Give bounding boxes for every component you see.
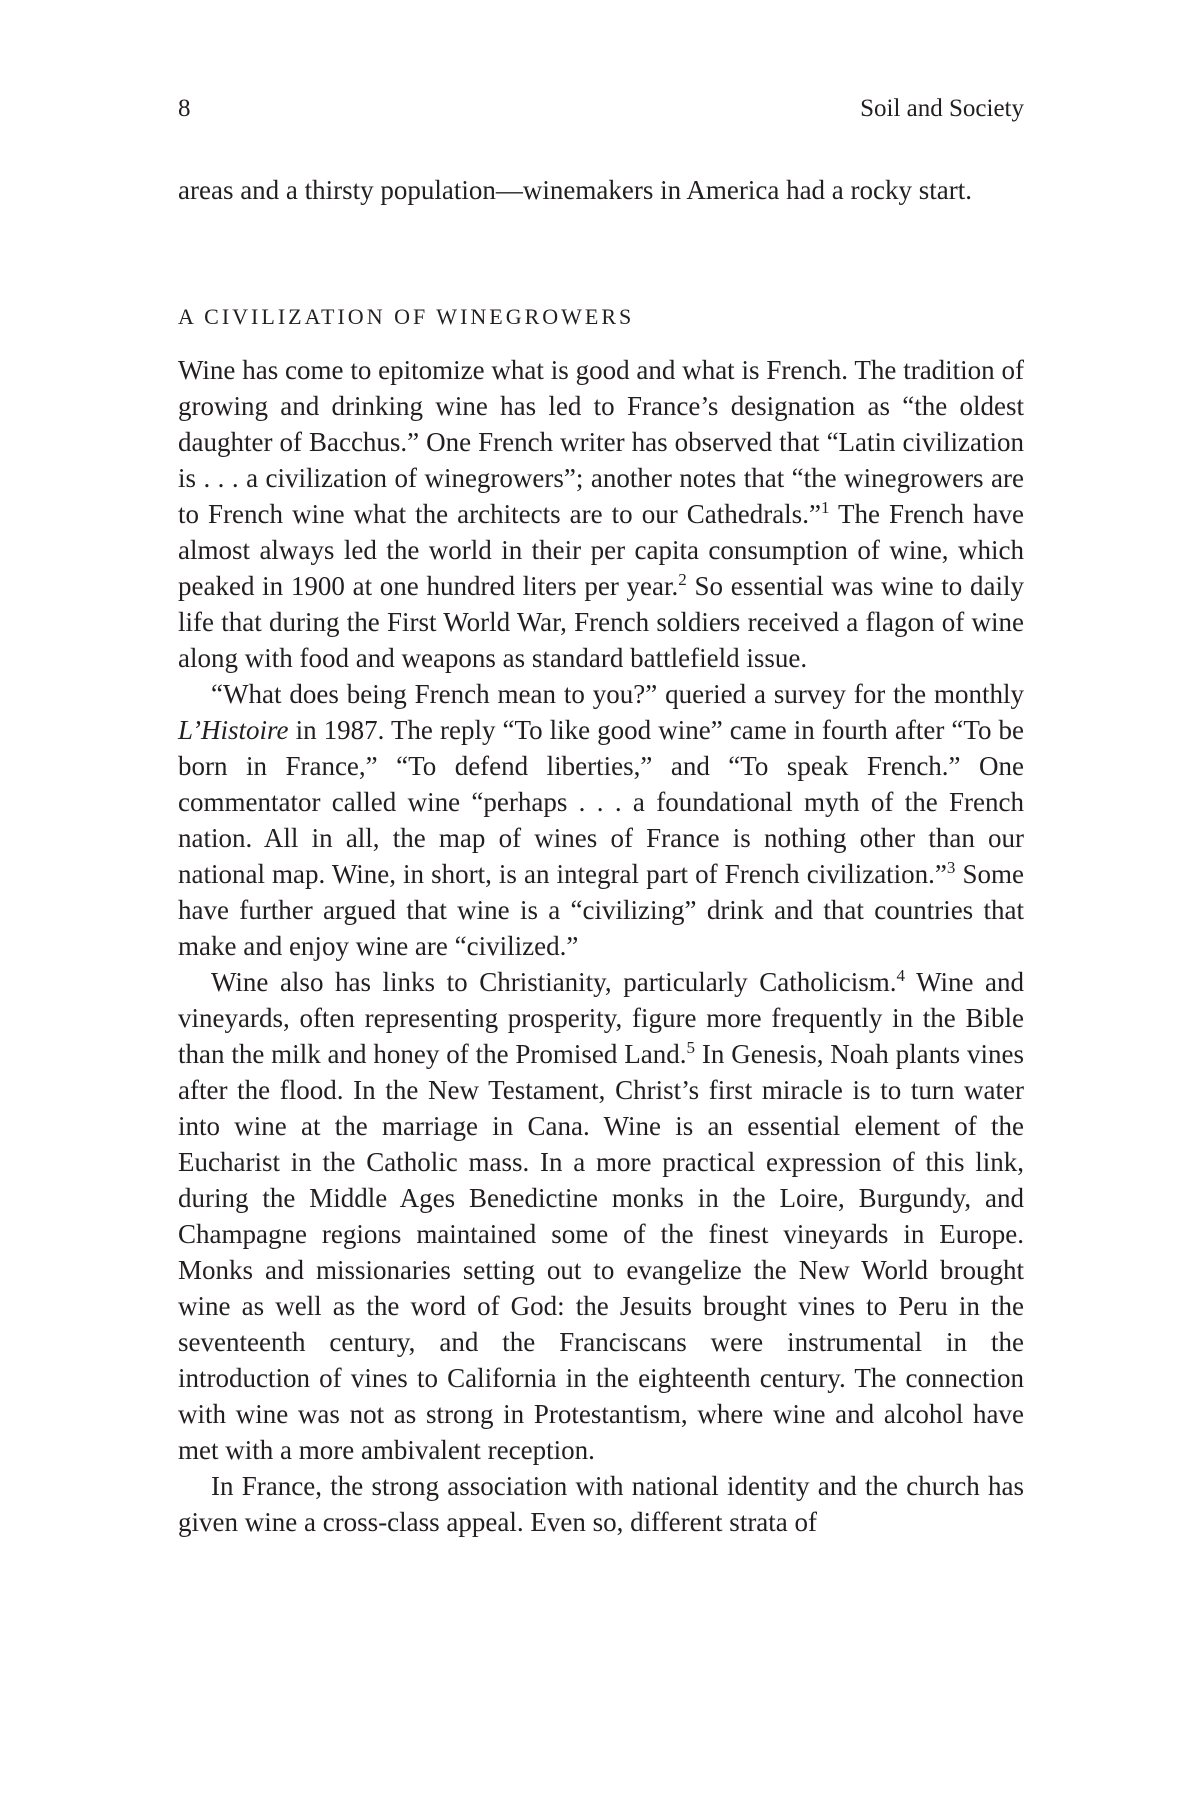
paragraph-text: The French have almost always led the world in their per capita consumption of wine, which peaked in 1900 at one hundred liters per year. bbox=[178, 499, 1025, 601]
paragraph-text: “What does being French mean to you?” queried a survey for the monthly bbox=[211, 679, 1024, 709]
continued-paragraph-block bbox=[178, 172, 1024, 208]
footnote-reference: 5 bbox=[686, 1038, 696, 1057]
paragraph-text: In Genesis, Noah plants vines after the flood. In the New Testament, Christ’s first miracle is to turn water into wine at the marriage in Cana. Wine is an essential element of the Eucharist in the Catholic mass. In a more practical expression of this link, during the Middle Ages Benedictine monks in the Loire, Burgundy, and Champagne regions maintained some of the finest vineyards in Europe. Monks and missionaries setting out to evangelize the New World brought wine as well as the word of God: the Jesuits brought vines to Peru in the seventeenth century, and the Franciscans were instrumental in the introduction of vines to California in the eighteenth century. The connection with wine was not as strong in Protestantism, where wine and alcohol have met with a more ambivalent reception. bbox=[178, 1039, 1024, 1465]
page-number: 8 bbox=[178, 95, 191, 122]
paragraph-text: in 1987. The reply “To like good wine” came in fourth after “To be born in France,” “To defend liberties,” and “To speak French.” One commentator called wine “perhaps . . . a foundational myth of the French nation. All in all, the map of wines of France is nothing other than our national map. Wine, in short, is an integral part of French civilization.” bbox=[178, 715, 1024, 889]
footnote-reference: 3 bbox=[946, 858, 956, 877]
footnote-reference: 2 bbox=[678, 570, 687, 589]
italic-title: L’Histoire bbox=[178, 715, 289, 745]
paragraph-text: So essential was wine to daily life that during the First World War, French soldiers received a flagon of wine along with food and weapons as standard battlefield issue. bbox=[178, 571, 1024, 673]
section-body bbox=[178, 352, 1024, 1540]
footnote-reference: 1 bbox=[820, 498, 830, 517]
paragraph-text: In France, the strong association with national identity and the church has given wine a cross-class appeal. Even so, different strata of bbox=[178, 1471, 1024, 1537]
paragraph-text: Wine has come to epitomize what is good and what is French. The tradition of growing and drinking wine has led to France’s designation as “the oldest daughter of Bacchus.” One French writer has observed that “Latin civilization is . . . a civilization of winegrowers”; another notes that “the winegrowers are to French wine what the architects are to our Cathedrals.” bbox=[178, 355, 1024, 529]
body-paragraph bbox=[178, 1468, 1024, 1540]
paragraph-text: Some have further argued that wine is a “civilizing” drink and that countries that make and enjoy wine are “civilized.” bbox=[178, 859, 1024, 961]
running-head: Soil and Society bbox=[860, 95, 1024, 122]
body-paragraph bbox=[178, 964, 1024, 1468]
body-paragraph bbox=[178, 676, 1024, 964]
page-header bbox=[178, 92, 1024, 126]
paragraph-text: Wine also has links to Christianity, particularly Catholicism. bbox=[211, 967, 897, 997]
section-heading: A CIVILIZATION OF WINEGROWERS bbox=[178, 304, 635, 329]
continued-paragraph: areas and a thirsty population—winemakers in America had a rocky start. bbox=[178, 175, 972, 205]
footnote-reference: 4 bbox=[896, 966, 905, 985]
body-paragraph bbox=[178, 352, 1024, 676]
paragraph-text: Wine and vineyards, often representing prosperity, figure more frequently in the Bible than the milk and honey of the Promised Land. bbox=[178, 967, 1025, 1069]
